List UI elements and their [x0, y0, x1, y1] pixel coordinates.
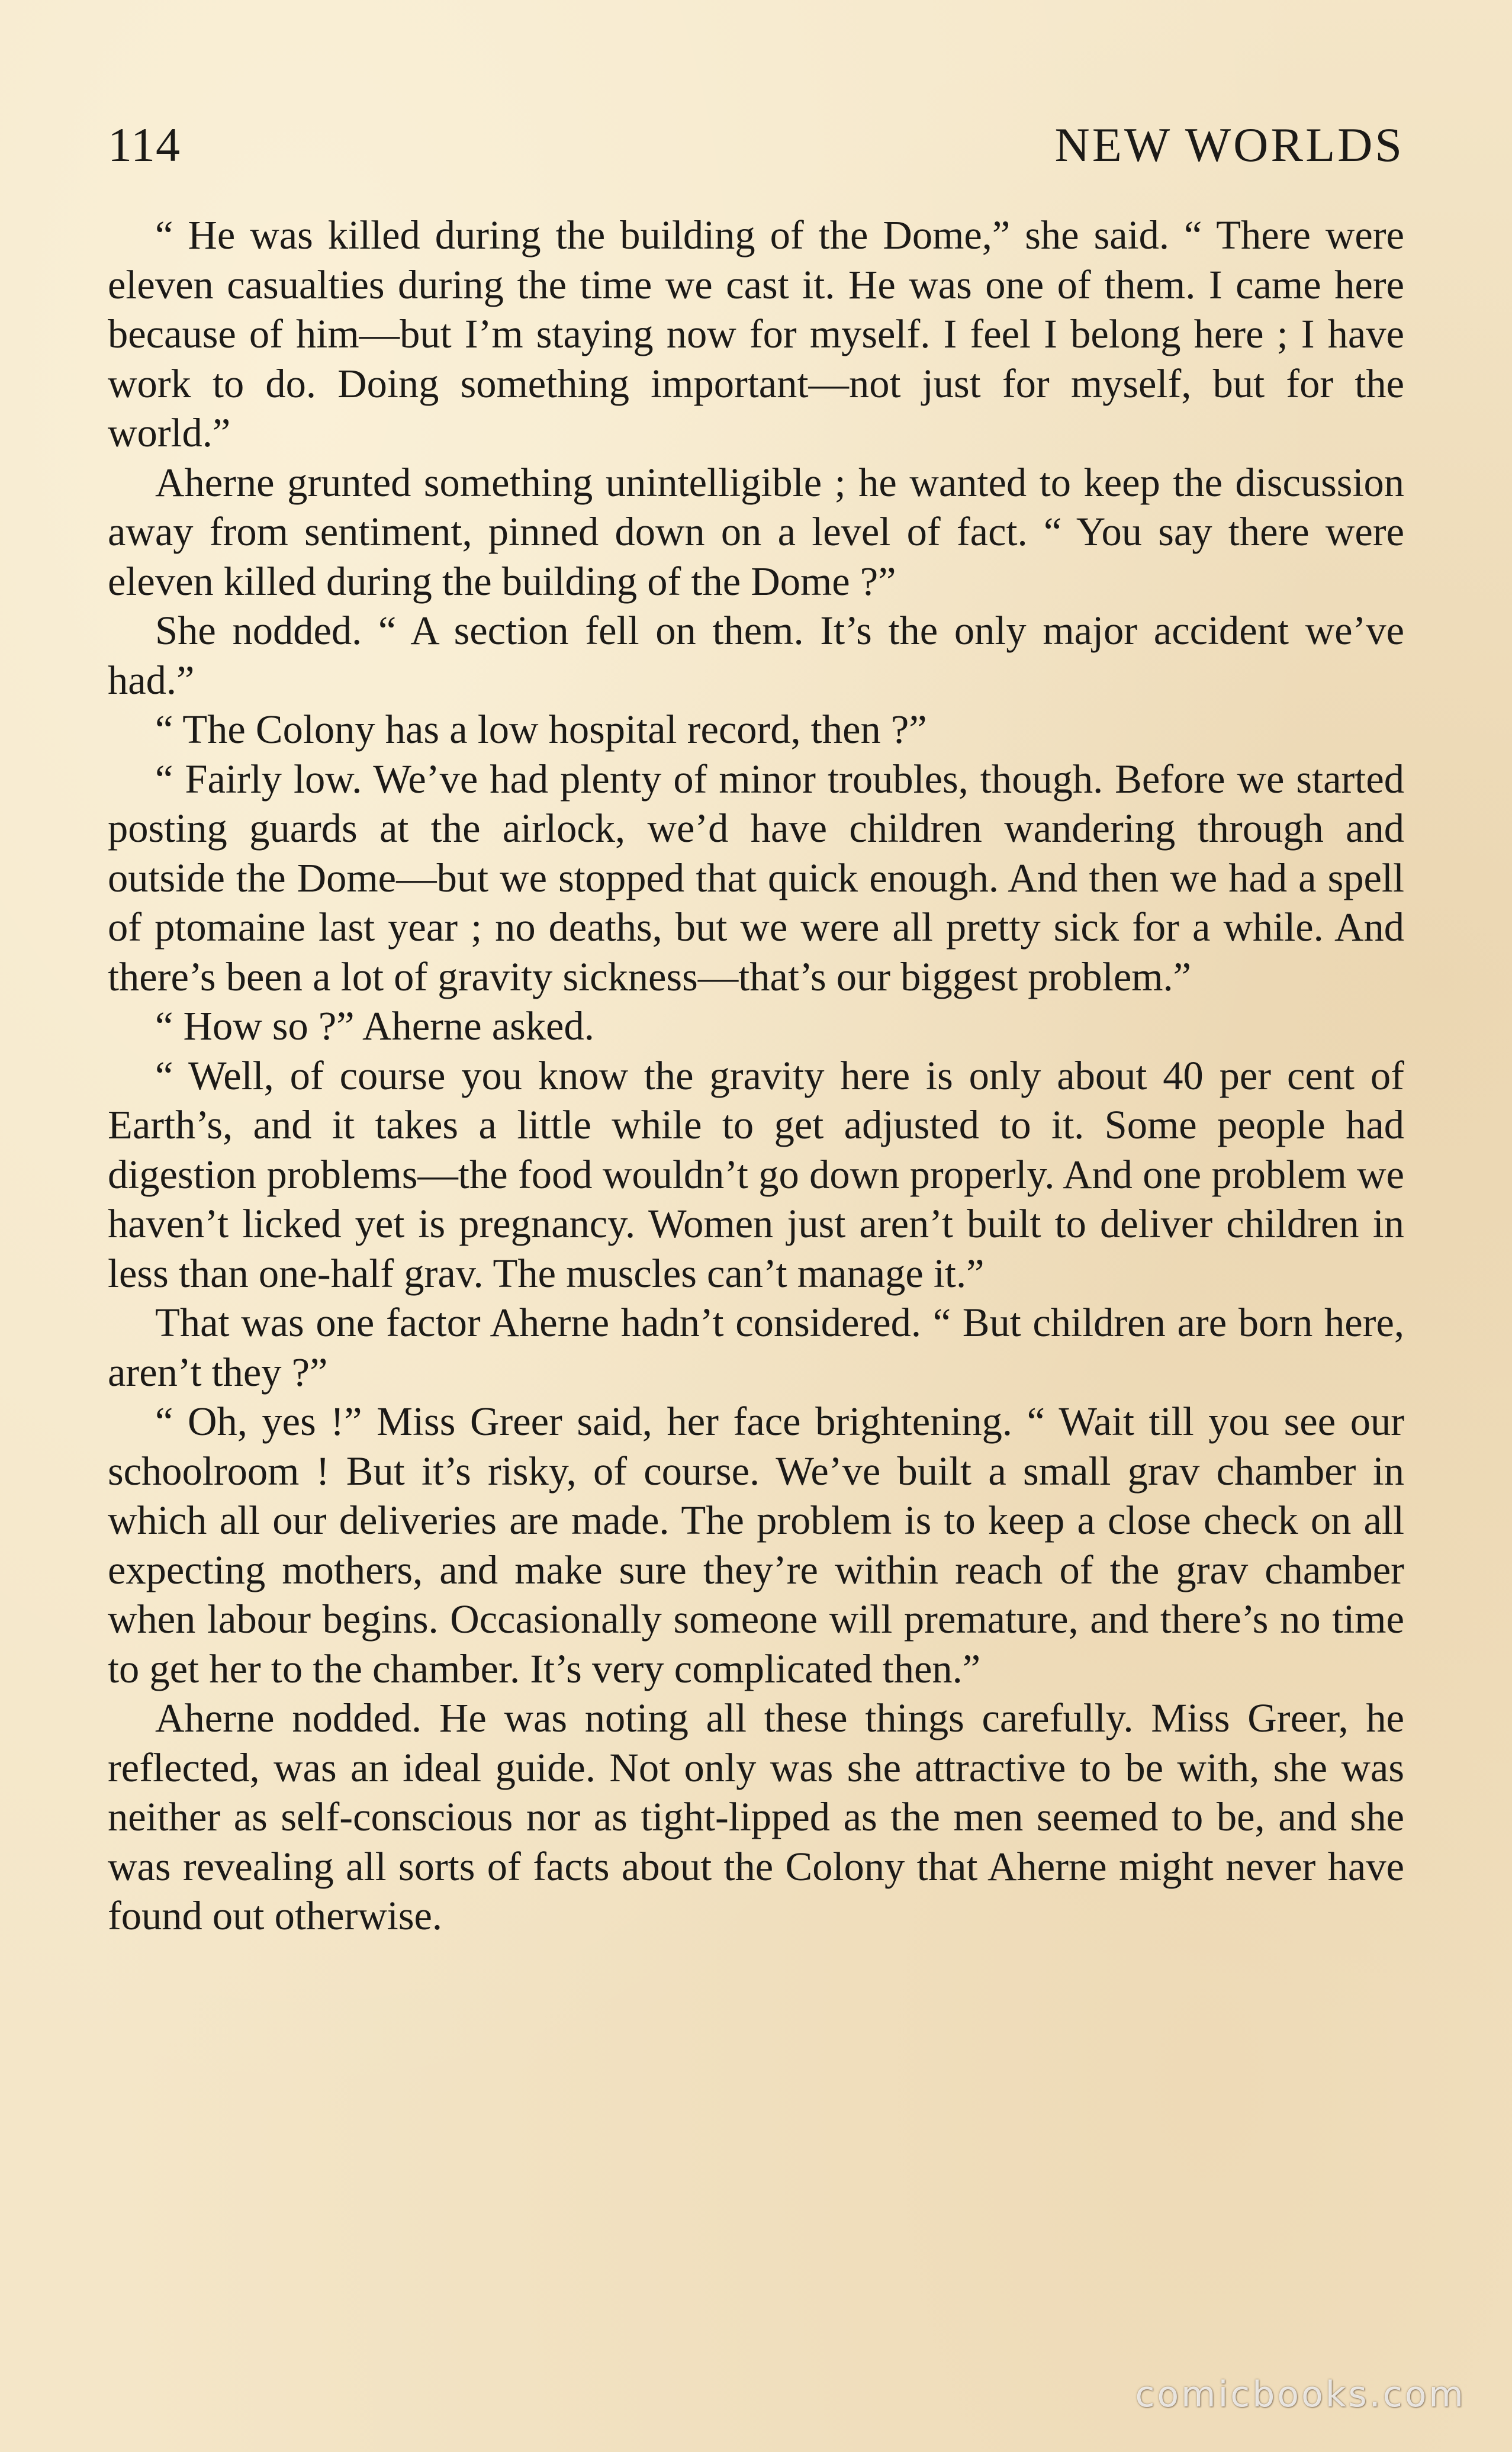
running-title: NEW WORLDS — [1054, 118, 1404, 172]
running-head — [108, 112, 1404, 178]
body-text — [108, 211, 1404, 1941]
page-number: 114 — [108, 118, 181, 172]
paragraph: She nodded. “ A section fell on them. It’s the only major accident we’ve had.” — [108, 608, 1404, 703]
paragraph: “ Fairly low. We’ve had plenty of minor troubles, though. Before we started posting guards at the airlock, we’d have children wandering through and outside the Dome—but we stopped that quick enough. And then we had a spell of ptomaine last year ; no deaths, but we were all pretty sick for a while. And there’s been a lot of gravity sickness—that’s our biggest problem.” — [108, 756, 1404, 999]
paragraph: Aherne nodded. He was noting all these things carefully. Miss Greer, he reflected, was an ideal guide. Not only was she attractive to be with, she was neither as self-conscious nor as tight-lipped as the men seemed to be, and she was revealing all sorts of facts about the Colony that Aherne might never have found out otherwise. — [108, 1695, 1404, 1938]
paragraph: “ Oh, yes !” Miss Greer said, her face brightening. “ Wait till you see our schoolroom ! But it’s risky, of course. We’ve built a small grav chamber in which all our deliveries are made. The problem is to keep a close check on all expecting mothers, and make sure they’re within reach of the grav chamber when labour begins. Occasionally someone will premature, and there’s no time to get her to the chamber. It’s very complicated then.” — [108, 1399, 1404, 1691]
paragraph: “ How so ?” Aherne asked. — [155, 1003, 594, 1048]
paragraph: “ The Colony has a low hospital record, then ?” — [155, 707, 927, 752]
paragraph: That was one factor Aherne hadn’t considered. “ But children are born here, aren’t they ?” — [108, 1300, 1404, 1395]
book-page — [108, 112, 1404, 1941]
paragraph: Aherne grunted something unintelligible ; he wanted to keep the discussion away from sentiment, pinned down on a level of fact. “ You say there were eleven killed during the building of the Dome ?” — [108, 459, 1404, 604]
paragraph: “ He was killed during the building of the Dome,” she said. “ There were eleven casualties during the time we cast it. He was one of them. I came here because of him—but I’m staying now for myself. I feel I belong here ; I have work to do. Doing something important—not just for myself, but for the world.” — [108, 213, 1404, 455]
watermark: comicbooks.com — [1135, 2374, 1466, 2415]
paragraph: “ Well, of course you know the gravity here is only about 40 per cent of Earth’s, and it takes a little while to get adjusted to it. Some people had digestion problems—the food wouldn’t go down properly. And one problem we haven’t licked yet is pregnancy. Women just aren’t built to deliver children in less than one-half grav. The muscles can’t manage it.” — [108, 1053, 1404, 1296]
